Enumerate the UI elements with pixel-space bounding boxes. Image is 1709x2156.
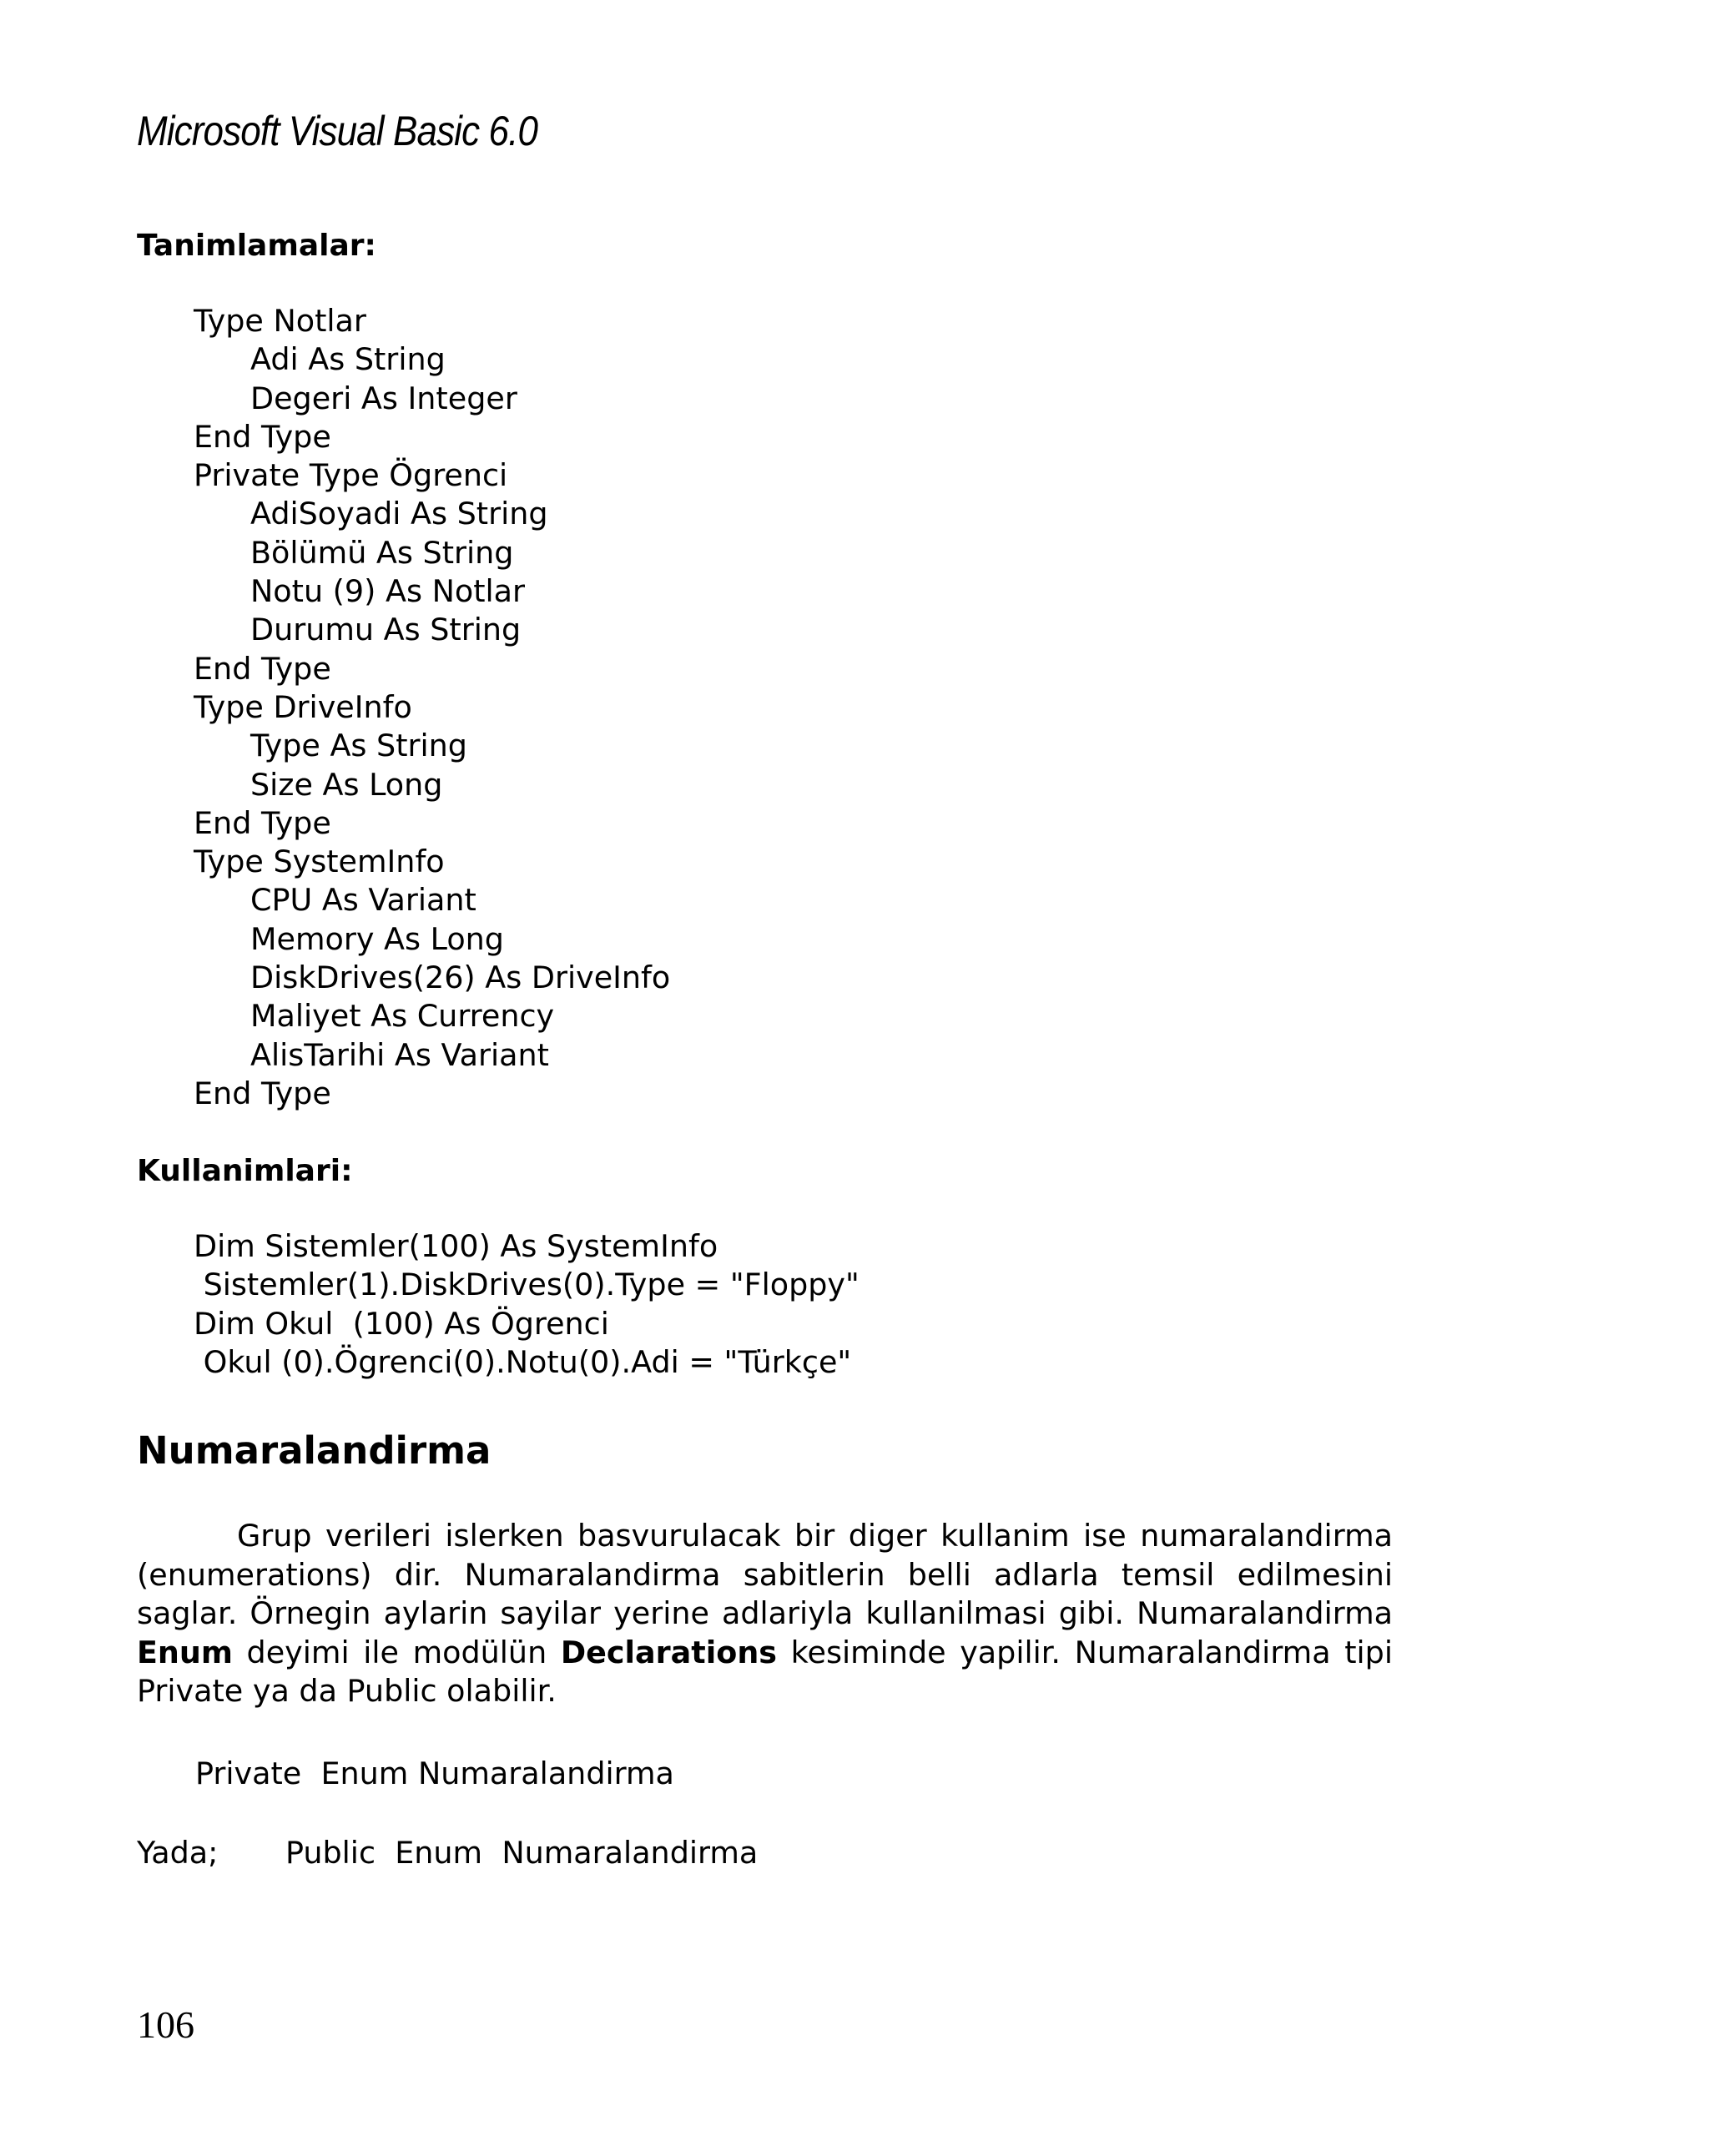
code-line: Bölümü As String: [250, 534, 514, 571]
code-line: DiskDrives(26) As DriveInfo: [250, 960, 671, 996]
code-line: Okul (0).Ögrenci(0).Notu(0).Adi = "Türkçe": [194, 1343, 852, 1380]
code-line: Maliyet As Currency: [250, 998, 555, 1035]
code-line: Type DriveInfo: [194, 688, 412, 725]
example-public-enum: Public Enum Numaralandirma: [285, 1835, 759, 1871]
code-line: End Type: [194, 1075, 331, 1111]
code-line: Private Type Ögrenci: [194, 457, 508, 494]
page-number: 106: [137, 2003, 194, 2046]
code-line: Durumu As String: [250, 612, 522, 648]
code-line: Type Notlar: [194, 303, 366, 339]
code-line: Dim Okul (100) As Ögrenci: [194, 1305, 609, 1342]
code-block-type-definitions: [0, 302, 1709, 1113]
code-line: Memory As Long: [250, 920, 504, 957]
code-line: CPU As Variant: [250, 882, 476, 919]
code-block-usage: [0, 1227, 1709, 1382]
heading-kullanimlari: Kullanimlari:: [137, 1154, 353, 1188]
code-line: Sistemler(1).DiskDrives(0).Type = "Floppy": [194, 1267, 860, 1303]
code-line: End Type: [194, 650, 331, 687]
paragraph-text: kesiminde yapilir. Numaralandirma tipi Private ya da Public olabilir.: [137, 1634, 1393, 1709]
code-line: End Type: [194, 418, 331, 455]
code-line: Size As Long: [250, 766, 443, 803]
code-line: End Type: [194, 804, 331, 841]
code-line: Type SystemInfo: [194, 844, 445, 880]
paragraph-text: deyimi ile modülün: [232, 1634, 561, 1670]
heading-tanimlamalar: Tanimlamalar:: [137, 229, 376, 263]
code-line: Adi As String: [250, 341, 446, 378]
code-line: Dim Sistemler(100) As SystemInfo: [194, 1228, 718, 1264]
example-private-enum: Private Enum Numaralandirma: [195, 1756, 674, 1791]
heading-numaralandirma: Numaralandirma: [137, 1428, 492, 1473]
code-line: AlisTarihi As Variant: [250, 1036, 549, 1073]
code-line: Type As String: [250, 728, 467, 764]
running-header: Microsoft Visual Basic 6.0: [137, 108, 538, 154]
alternative-prefix: Yada;: [137, 1835, 219, 1871]
code-line: Degeri As Integer: [250, 380, 517, 416]
paragraph-enumerations: [137, 1517, 1393, 1711]
bold-term-enum: Enum: [137, 1634, 233, 1670]
paragraph-text: Grup verileri islerken basvurulacak bir diger kullanim ise numaralandirma (enumerations) dir. Numaralandirma sabitlerin belli adlarla temsil edilmesini saglar. Örnegin aylarin sayilar yerine adlariyla kullanilmasi gibi. Numaralandirma: [137, 1518, 1393, 1631]
code-line: AdiSoyadi As String: [250, 496, 548, 532]
code-line: Notu (9) As Notlar: [250, 573, 526, 610]
bold-term-declarations: Declarations: [560, 1634, 778, 1670]
